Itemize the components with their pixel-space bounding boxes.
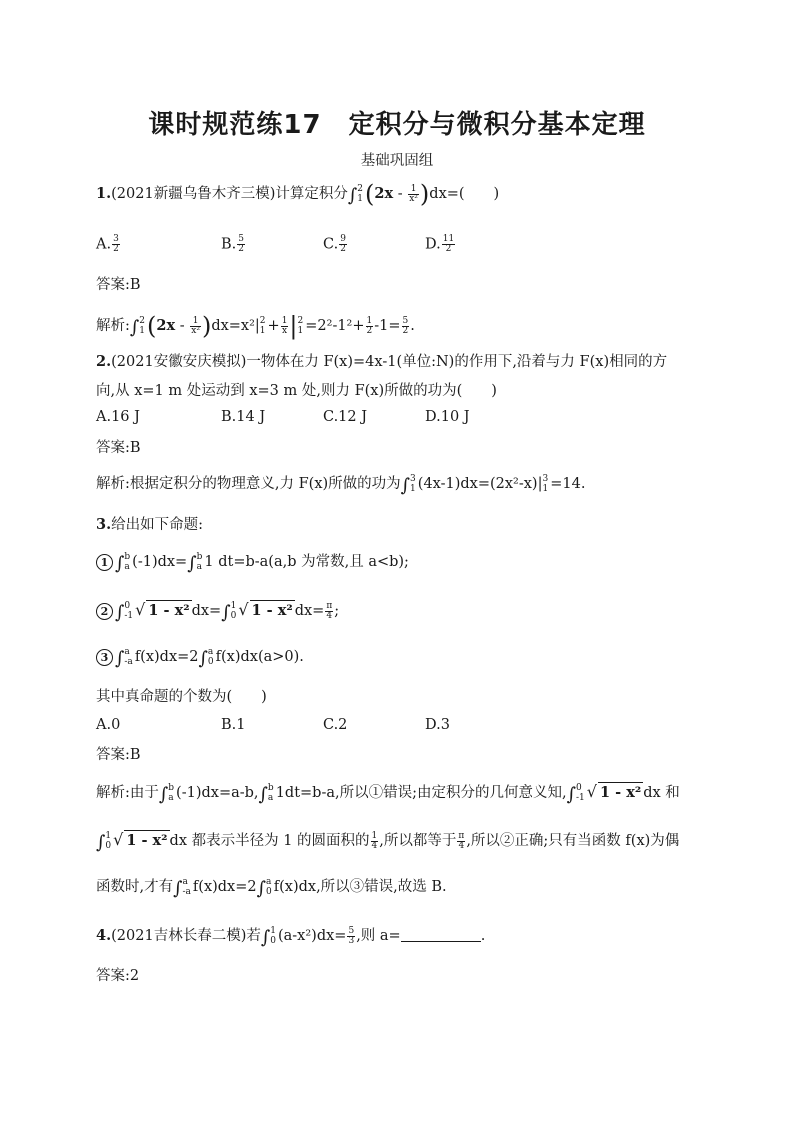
question-2-line2: 向,从 x=1 m 处运动到 x=3 m 处,则力 F(x)所做的功为( ) — [96, 383, 497, 399]
q1-option-a: A. $\frac{3}{2}$ — [96, 234, 119, 254]
q1-option-d: D. $\frac{11}{2}$ — [425, 234, 455, 254]
page-title: 课时规范练17 定积分与微积分基本定理 — [148, 110, 646, 140]
q2-option-c: C.12 J — [323, 409, 368, 425]
q3-proposition-1: 1 ∫ b a (-1)dx=∫ b a 1 dt=b-a(a,b 为常数,且 a<b); — [96, 552, 409, 574]
q3-solution-line1: 解析:由于∫ b a (-1)dx=a-b,∫ b a 1dt=b-a,所以①错误;由定积分的几何意义知,∫ 0 -1 √ 1 - x² dx 和 — [96, 782, 680, 805]
q3-option-b: B.1 — [221, 717, 246, 733]
q2-option-b: B.14 J — [221, 409, 266, 425]
q3-question: 其中真命题的个数为( ) — [96, 689, 267, 705]
q1-option-c: C. $\frac{9}{2}$ — [323, 234, 346, 254]
question-4: 4.(2021吉林长春二模)若∫ 1 0 (a-x²)dx= $\frac{5}{3}$ ,则 a= . — [96, 925, 486, 948]
q1-answer: 答案:B — [96, 277, 141, 293]
circle-number-1: 1 — [96, 554, 113, 571]
q2-solution: 解析:根据定积分的物理意义,力 F(x)所做的功为∫ 3 1 (4x-1)dx=(2x²-x)| 3 1 =14. — [96, 474, 586, 496]
q3-proposition-2: 2 ∫ 0 -1 √ 1 - x² dx=∫ 1 0 √ 1 - x² dx= $\frac{\pi}{4}$ ; — [96, 600, 339, 623]
q2-answer: 答案:B — [96, 440, 141, 456]
q3-answer: 答案:B — [96, 747, 141, 763]
q3-proposition-3: 3 ∫ a -a f(x)dx=2∫ a 0 f(x)dx(a>0). — [96, 647, 304, 669]
q3-solution-line3: 函数时,才有∫ a -a f(x)dx=2∫ a 0 f(x)dx,所以③错误,故选 B. — [96, 877, 447, 899]
q3-option-c: C.2 — [323, 717, 348, 733]
q2-option-a: A.16 J — [96, 409, 140, 425]
q3-option-d: D.3 — [425, 717, 450, 733]
q1-option-b: B. $\frac{5}{2}$ — [221, 234, 244, 254]
section-subtitle: 基础巩固组 — [360, 153, 434, 169]
circle-number-3: 3 — [96, 649, 113, 666]
answer-blank — [401, 927, 481, 942]
q2-option-d: D.10 J — [425, 409, 470, 425]
question-3: 3.给出如下命题: — [96, 516, 204, 533]
q3-solution-line2: ∫ 1 0 √ 1 - x² dx 都表示半径为 1 的圆面积的 $\frac{1}{4}$ ,所以都等于 $\frac{\pi}{4}$ ,所以②正确;只有当函数 f(x)为偶 — [96, 830, 680, 853]
question-2-line1: 2.(2021安徽安庆模拟)一物体在力 F(x)=4x-1(单位:N)的作用下,沿着与力 F(x)相同的方 — [96, 353, 668, 370]
question-1: 1.(2021新疆乌鲁木齐三模)计算定积分∫ 2 1 (2x - $\frac{1}{\text{x²}}$ )dx=( ) — [96, 180, 500, 208]
circle-number-2: 2 — [96, 603, 113, 620]
q4-answer: 答案:2 — [96, 968, 140, 984]
q3-option-a: A.0 — [96, 717, 121, 733]
q1-solution: 解析:∫ 2 1 (2x - $\frac{1}{\text{x²}}$ )dx=x²| 2 1 + $\frac{1}{x}$ | 2 1 =2²-1²+ $\frac{1}{2}$ -1= $\frac{5}{2}$ . — [96, 312, 415, 340]
